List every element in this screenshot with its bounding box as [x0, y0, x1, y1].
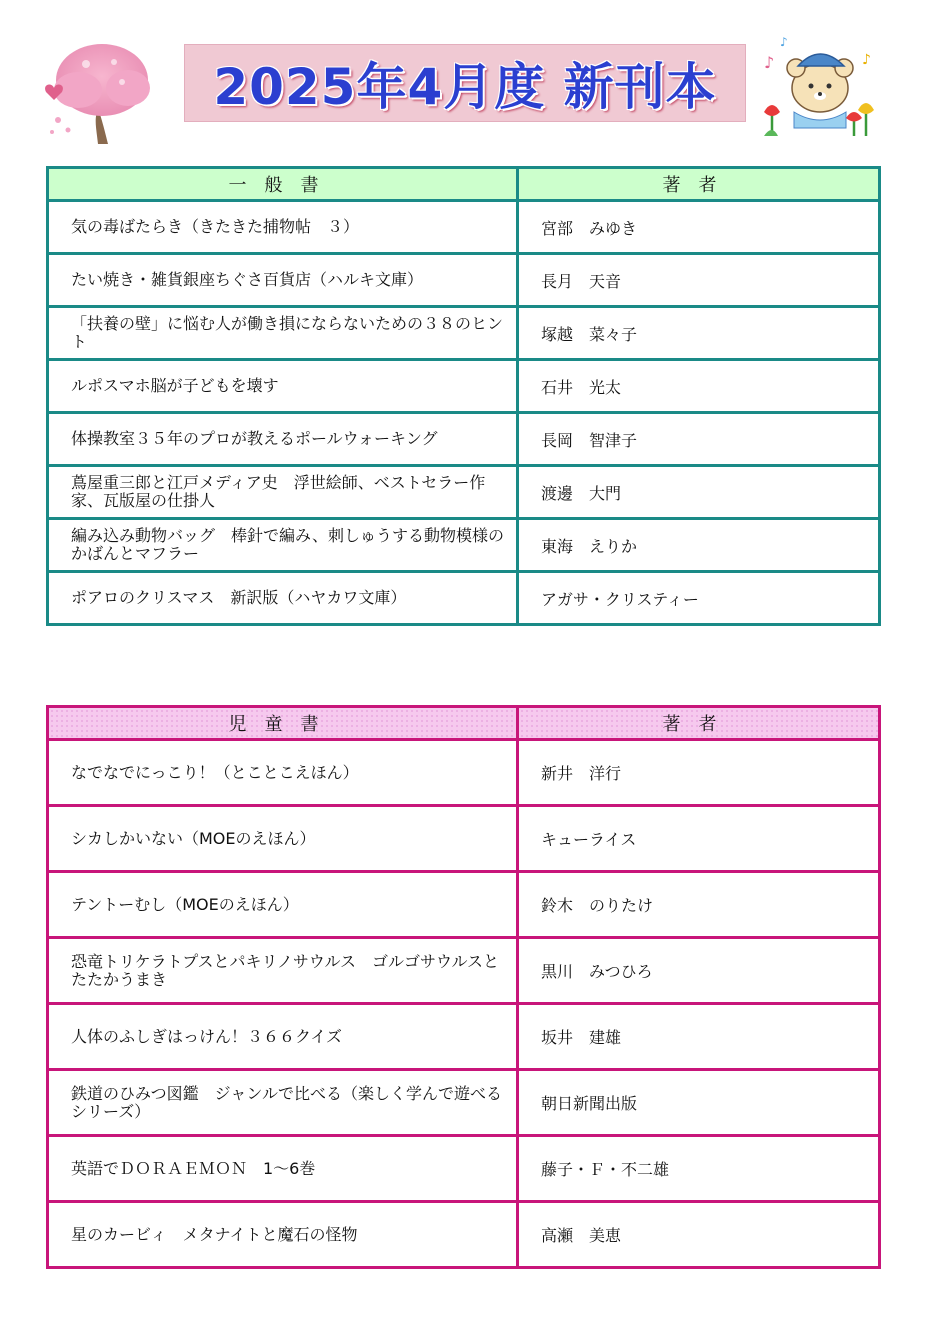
general-author-header-label: 著者: [662, 175, 735, 196]
book-title: テントーむし（MOEのえほん）: [48, 872, 518, 938]
cherry-tree-icon: [38, 34, 158, 146]
book-author: 石井 光太: [518, 360, 880, 413]
book-title: 「扶養の壁」に悩む人が働き損にならないための３８のヒント: [48, 307, 518, 360]
book-author: 朝日新聞出版: [518, 1070, 880, 1136]
book-author: 新井 洋行: [518, 740, 880, 806]
table-row: [48, 1202, 880, 1268]
svg-text:♪: ♪: [764, 53, 775, 72]
svg-text:♪: ♪: [780, 35, 788, 49]
book-author: キューライス: [518, 806, 880, 872]
book-title: 英語でＤＯＲＡＥＭＯＮ 1～6巻: [48, 1136, 518, 1202]
book-title: たい焼き・雑貨銀座ちぐさ百貨店（ハルキ文庫）: [48, 254, 518, 307]
table-row: [48, 572, 880, 625]
book-author: 黒川 みつひろ: [518, 938, 880, 1004]
table-row: [48, 413, 880, 466]
book-author: 藤子・Ｆ・不二雄: [518, 1136, 880, 1202]
children-books-table: [46, 705, 881, 1269]
children-header-row: [48, 707, 880, 740]
book-title: なでなでにっこり！（とことこえほん）: [48, 740, 518, 806]
table-row: [48, 466, 880, 519]
table-row: [48, 1070, 880, 1136]
bear-with-tulips-icon: [758, 28, 882, 138]
table-row: [48, 938, 880, 1004]
general-title-header: [48, 168, 518, 201]
book-title: ルポスマホ脳が子どもを壊す: [48, 360, 518, 413]
book-author: 宮部 みゆき: [518, 201, 880, 254]
table-row: [48, 806, 880, 872]
book-title: 恐竜トリケラトプスとパキリノサウルス ゴルゴサウルスとたたかうまき: [48, 938, 518, 1004]
children-title-header-label: 児童書: [228, 714, 337, 735]
general-author-header: [518, 168, 880, 201]
book-title: 編み込み動物バッグ 棒針で編み、刺しゅうする動物模様のかばんとマフラー: [48, 519, 518, 572]
svg-text:♪: ♪: [862, 52, 871, 68]
table-row: [48, 1004, 880, 1070]
book-title: 鉄道のひみつ図鑑 ジャンルで比べる（楽しく学んで遊べるシリーズ）: [48, 1070, 518, 1136]
book-title: シカしかいない（MOEのえほん）: [48, 806, 518, 872]
table-row: [48, 519, 880, 572]
book-author: アガサ・クリスティー: [518, 572, 880, 625]
general-title-header-label: 一般書: [228, 175, 337, 196]
book-author: 塚越 菜々子: [518, 307, 880, 360]
book-title: ポアロのクリスマス 新訳版（ハヤカワ文庫）: [48, 572, 518, 625]
book-title: 蔦屋重三郎と江戸メディア史 浮世絵師、ベストセラー作家、瓦版屋の仕掛人: [48, 466, 518, 519]
page-title: 2025年4月度 新刊本: [213, 58, 717, 116]
book-author: 高瀬 美恵: [518, 1202, 880, 1268]
book-author: 坂井 建雄: [518, 1004, 880, 1070]
table-row: [48, 360, 880, 413]
book-title: 星のカービィ メタナイトと魔石の怪物: [48, 1202, 518, 1268]
book-author: 東海 えりか: [518, 519, 880, 572]
general-header-row: [48, 168, 880, 201]
table-row: [48, 254, 880, 307]
book-author: 長月 天音: [518, 254, 880, 307]
book-title: 気の毒ばたらき（きたきた捕物帖 ３）: [48, 201, 518, 254]
table-row: [48, 1136, 880, 1202]
children-author-header-label: 著者: [662, 714, 735, 735]
book-title: 体操教室３５年のプロが教えるポールウォーキング: [48, 413, 518, 466]
children-title-header: [48, 707, 518, 740]
children-author-header: [518, 707, 880, 740]
table-row: [48, 740, 880, 806]
table-row: [48, 307, 880, 360]
table-row: [48, 201, 880, 254]
title-banner: [184, 44, 746, 122]
book-author: 鈴木 のりたけ: [518, 872, 880, 938]
book-author: 長岡 智津子: [518, 413, 880, 466]
general-books-table: [46, 166, 881, 626]
table-row: [48, 872, 880, 938]
book-author: 渡邊 大門: [518, 466, 880, 519]
book-title: 人体のふしぎはっけん！３６６クイズ: [48, 1004, 518, 1070]
